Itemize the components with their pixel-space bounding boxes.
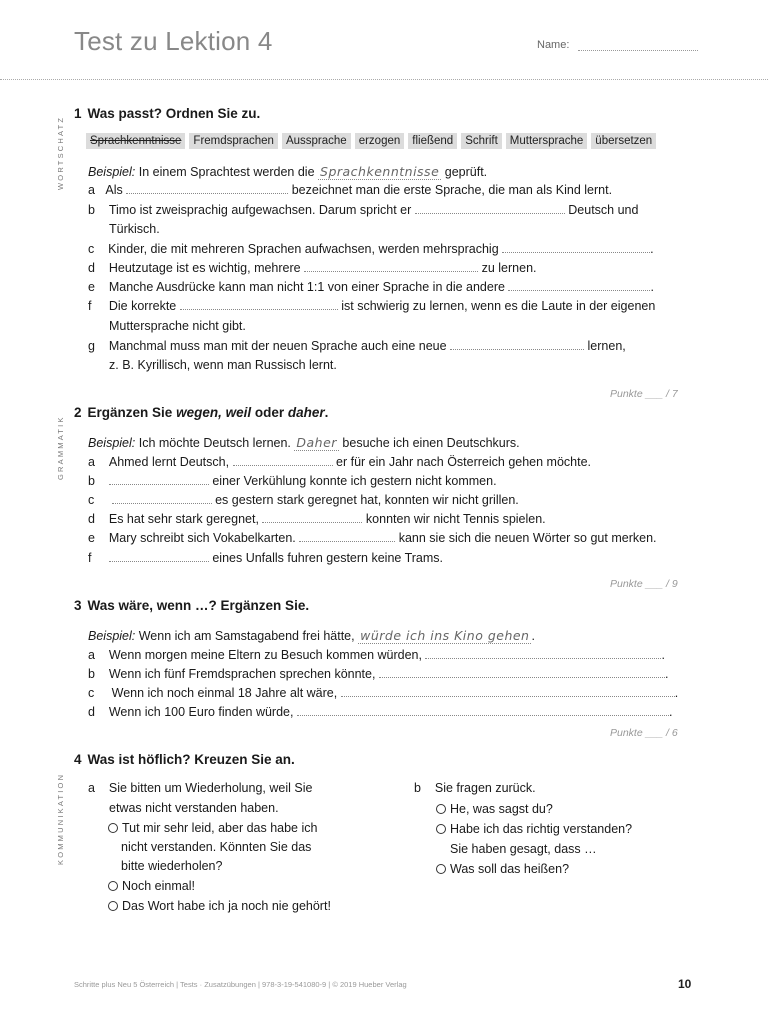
ex1-item-g: g Manchmal muss man mit der neuen Sprache auch eine neue lernen,: [88, 339, 626, 353]
page-title: Test zu Lektion 4: [74, 26, 273, 56]
word-chip: übersetzen: [591, 133, 656, 149]
word-chip: Sprachkenntnisse: [86, 133, 185, 149]
answer-blank[interactable]: [425, 646, 661, 659]
ex1-wordbox: [86, 133, 656, 149]
answer-blank[interactable]: [379, 665, 665, 678]
ex2-item-e: e Mary schreibt sich Vokabelkarten. kann sie sich die neuen Wörter so gut merken.: [88, 531, 657, 545]
radio-circle[interactable]: [436, 804, 446, 814]
ex1-item-f-cont: Muttersprache nicht gibt.: [109, 319, 246, 333]
ex4-heading: 4 Was ist höflich? Kreuzen Sie an.: [74, 752, 295, 767]
side-label-kommunikation: KOMMUNIKATION: [56, 772, 65, 865]
answer-blank[interactable]: [415, 201, 565, 214]
side-label-grammatik: GRAMMATIK: [56, 415, 65, 480]
ex2-item-d: d Es hat sehr stark geregnet, konnten wir nicht Tennis spielen.: [88, 512, 546, 526]
ex4-a-option-1[interactable]: Tut mir sehr leid, aber das habe ich: [108, 819, 317, 839]
ex1-item-g-cont: z. B. Kyrillisch, wenn man Russisch lernt.: [109, 358, 337, 372]
word-chip: Aussprache: [282, 133, 351, 149]
word-chip: Schrift: [461, 133, 502, 149]
ex4-a-option-2[interactable]: Noch einmal!: [108, 877, 195, 897]
ex3-item-b: b Wenn ich fünf Fremdsprachen sprechen könnte, .: [88, 667, 669, 681]
answer-blank[interactable]: [112, 491, 212, 504]
ex2-item-c: c es gestern stark geregnet hat, konnten wir nicht grillen.: [88, 493, 519, 507]
header-divider: [0, 79, 768, 80]
answer-blank[interactable]: [262, 510, 362, 523]
ex3-points: Punkte ___ / 6: [610, 727, 678, 739]
ex4-b-option-2[interactable]: Habe ich das richtig verstanden?: [436, 820, 632, 840]
ex2-heading: 2 Ergänzen Sie wegen, weil oder daher.: [74, 405, 329, 420]
name-label: Name:: [537, 39, 570, 51]
ex3-example: Beispiel: Wenn ich am Samstagabend frei hätte, würde ich ins Kino gehen .: [88, 628, 535, 643]
ex1-item-e: e Manche Ausdrücke kann man nicht 1:1 von einer Sprache in die andere .: [88, 280, 654, 294]
radio-circle[interactable]: [436, 824, 446, 834]
answer-blank[interactable]: [233, 453, 333, 466]
answer-blank[interactable]: [304, 259, 478, 272]
ex4-a-option-1-cont: bitte wiederholen?: [121, 859, 223, 873]
ex2-item-f: f eines Unfalls fuhren gestern keine Trams.: [88, 551, 444, 565]
page-number: 10: [678, 977, 692, 991]
ex1-item-c: c Kinder, die mit mehreren Sprachen aufwachsen, werden mehrsprachig .: [88, 242, 654, 256]
ex1-item-b-cont: Türkisch.: [109, 222, 160, 236]
ex4-a-option-1-cont: nicht verstanden. Könnten Sie das: [121, 840, 312, 854]
ex4-a-question-cont: etwas nicht verstanden haben.: [109, 801, 279, 815]
word-chip: fließend: [408, 133, 457, 149]
word-chip: erzogen: [355, 133, 405, 149]
example-answer: Daher: [296, 435, 337, 450]
ex2-points: Punkte ___ / 9: [610, 578, 678, 590]
radio-circle[interactable]: [108, 901, 118, 911]
name-field[interactable]: [578, 50, 698, 51]
ex1-points: Punkte ___ / 7: [610, 388, 678, 400]
answer-blank[interactable]: [109, 549, 209, 562]
ex2-item-b: b einer Verkühlung konnte ich gestern nicht kommen.: [88, 474, 497, 488]
ex3-item-a: a Wenn morgen meine Eltern zu Besuch kommen würden, .: [88, 648, 665, 662]
ex4-b-question: b Sie fragen zurück.: [414, 781, 536, 795]
radio-circle[interactable]: [436, 864, 446, 874]
ex1-item-f: f Die korrekte ist schwierig zu lernen, wenn es die Laute in der eigenen: [88, 299, 656, 313]
answer-blank[interactable]: [450, 337, 584, 350]
ex3-item-c: c Wenn ich noch einmal 18 Jahre alt wäre, .: [88, 686, 679, 700]
ex1-heading: [74, 106, 260, 121]
ex2-item-a: a Ahmed lernt Deutsch, er für ein Jahr nach Österreich gehen möchte.: [88, 455, 592, 469]
ex1-number: 1: [74, 106, 82, 121]
answer-blank[interactable]: [341, 684, 675, 697]
ex1-item-a: a Als bezeichnet man die erste Sprache, die man als Kind lernt.: [88, 183, 613, 197]
answer-blank[interactable]: [508, 278, 650, 291]
radio-circle[interactable]: [108, 881, 118, 891]
ex1-item-d: d Heutzutage ist es wichtig, mehrere zu lernen.: [88, 261, 537, 275]
answer-blank[interactable]: [297, 703, 669, 716]
ex3-heading: 3 Was wäre, wenn …? Ergänzen Sie.: [74, 598, 310, 613]
ex1-title: Was passt? Ordnen Sie zu.: [87, 106, 261, 121]
ex1-item-b: b Timo ist zweisprachig aufgewachsen. Darum spricht er Deutsch und: [88, 203, 639, 217]
word-chip: Muttersprache: [506, 133, 588, 149]
radio-circle[interactable]: [108, 823, 118, 833]
example-answer: würde ich ins Kino gehen: [360, 628, 530, 643]
word-chip: Fremdsprachen: [189, 133, 278, 149]
ex4-b-option-1[interactable]: He, was sagst du?: [436, 800, 553, 820]
ex1-example: Beispiel: In einem Sprachtest werden die Sprachkenntnisse geprüft.: [88, 164, 488, 179]
ex4-b-option-3[interactable]: Was soll das heißen?: [436, 860, 569, 880]
ex4-a-option-3[interactable]: Das Wort habe ich ja noch nie gehört!: [108, 897, 331, 917]
ex4-a-question: a Sie bitten um Wiederholung, weil Sie: [88, 781, 313, 795]
answer-blank[interactable]: [109, 472, 209, 485]
answer-blank[interactable]: [126, 181, 288, 194]
side-label-wortschatz: WORTSCHATZ: [56, 115, 65, 190]
example-answer: Sprachkenntnisse: [320, 164, 440, 179]
ex2-example: Beispiel: Ich möchte Deutsch lernen. Daher besuche ich einen Deutschkurs.: [88, 435, 520, 450]
ex4-b-option-2-cont: Sie haben gesagt, dass …: [450, 842, 597, 856]
answer-blank[interactable]: [180, 297, 338, 310]
ex3-item-d: d Wenn ich 100 Euro finden würde, .: [88, 705, 673, 719]
footer-text: Schritte plus Neu 5 Österreich | Tests · Zusatzübungen | 978-3-19-541080-9 | © 2019 Hueber Verlag: [74, 980, 407, 989]
answer-blank[interactable]: [299, 529, 395, 542]
answer-blank[interactable]: [502, 240, 650, 253]
